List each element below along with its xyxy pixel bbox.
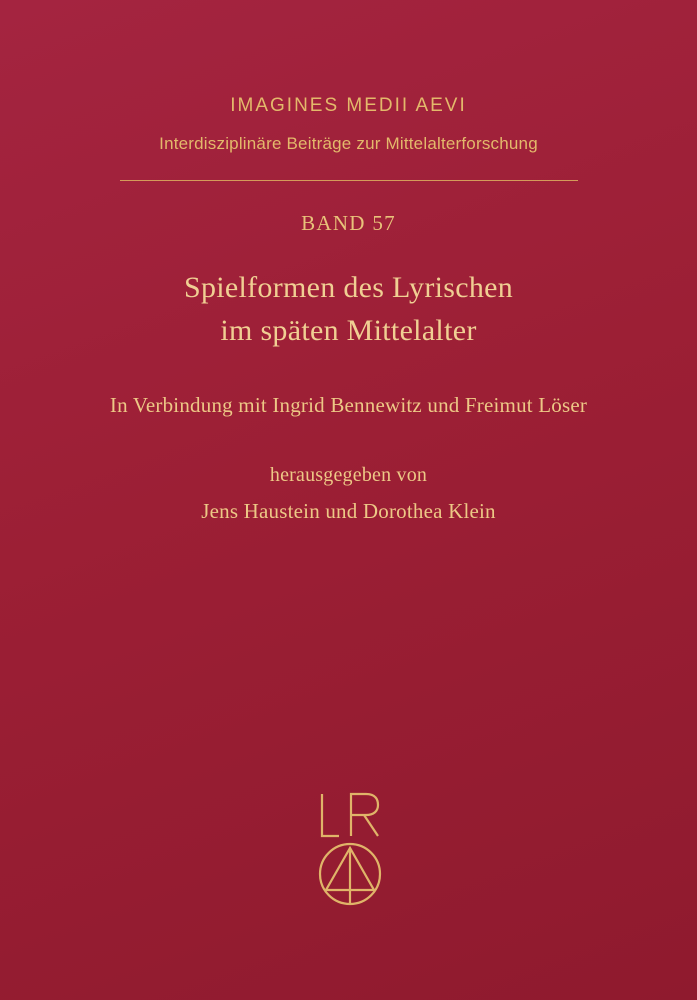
series-subtitle: Interdisziplinäre Beiträge zur Mittelalterforschung xyxy=(159,133,538,153)
book-title-line-2: im späten Mittelalter xyxy=(220,314,477,348)
series-block xyxy=(0,95,697,181)
contributors: In Verbindung mit Ingrid Bennewitz und Freimut Löser xyxy=(109,392,588,417)
book-title-line-1: Spielformen des Lyrischen xyxy=(183,270,514,304)
editor-label: herausgegeben von xyxy=(269,463,428,486)
editor-names: Jens Haustein und Dorothea Klein xyxy=(201,498,496,523)
series-title: IMAGINES MEDII AEVI xyxy=(230,95,467,116)
book-title xyxy=(184,266,513,353)
volume-number: BAND 57 xyxy=(301,210,396,235)
divider-rule xyxy=(120,180,578,181)
reichert-verlag-logo-icon xyxy=(306,788,392,912)
editors-block xyxy=(201,464,496,524)
publisher-logo-wrap xyxy=(0,788,697,912)
